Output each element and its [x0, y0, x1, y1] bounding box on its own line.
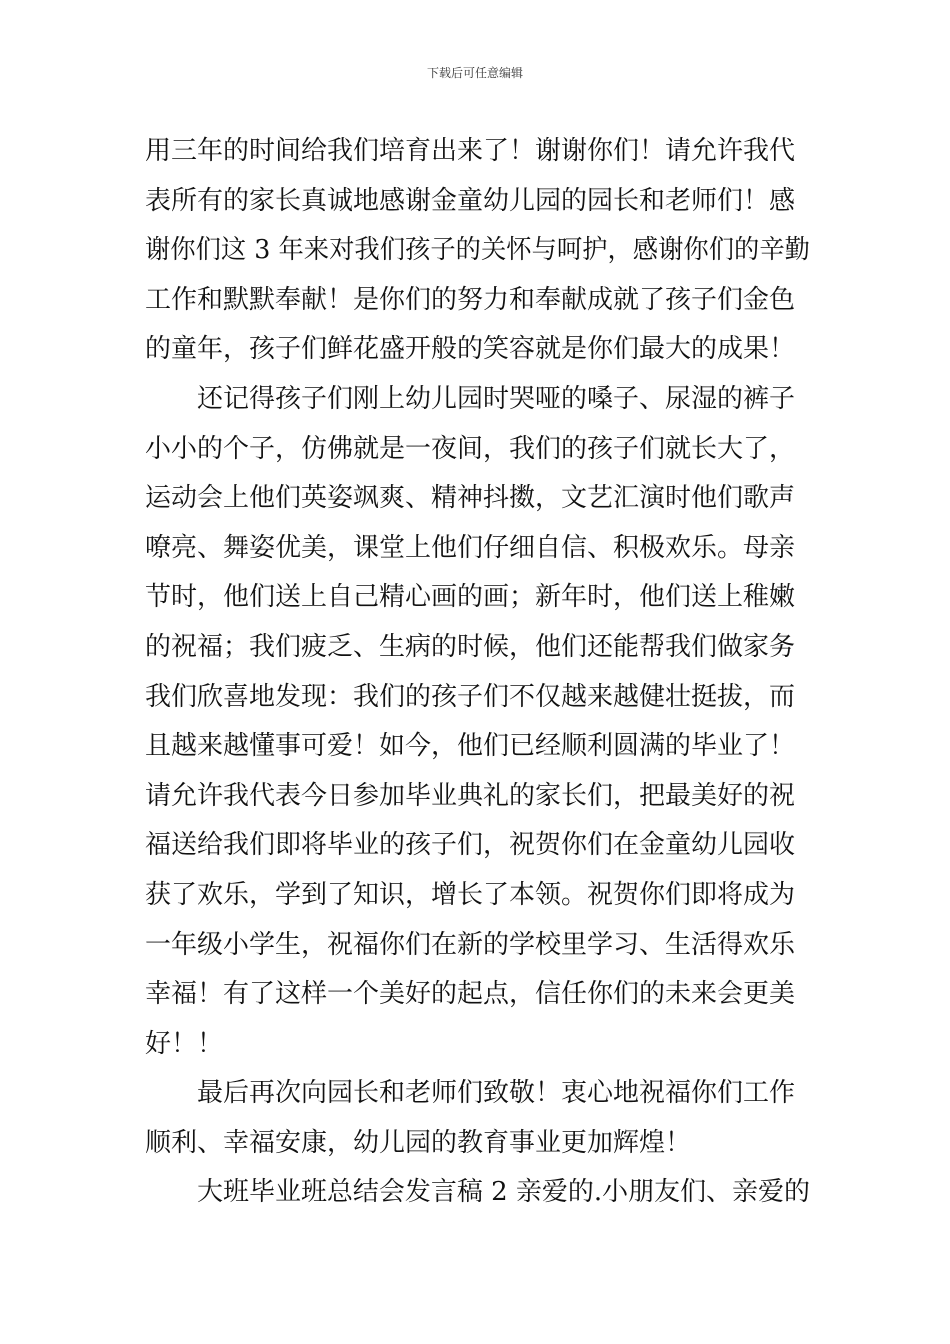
text-line: 小小的个子，仿佛就是一夜间，我们的孩子们就长大了，	[145, 433, 796, 464]
text-line: 我们欣喜地发现：我们的孩子们不仅越来越健壮挺拔，而	[145, 681, 796, 712]
text-line: 还记得孩子们刚上幼儿园时哭哑的嗓子、尿湿的裤子	[197, 383, 796, 414]
text-line: 的童年，孩子们鲜花盛开般的笑容就是你们最大的成果！	[145, 334, 796, 365]
document-body	[145, 127, 810, 1218]
text-line: 最后再次向园长和老师们致敬！衷心地祝福你们工作	[197, 1078, 796, 1109]
text-line: 表所有的家长真诚地感谢金童幼儿园的园长和老师们！感	[145, 185, 796, 216]
text-line: 工作和默默奉献！是你们的努力和奉献成就了孩子们金色	[145, 284, 796, 315]
text-line: 的祝福；我们疲乏、生病的时候，他们还能帮我们做家务	[145, 631, 796, 662]
page-header: 下载后可任意编辑	[426, 66, 523, 80]
text-line: 大班毕业班总结会发言稿 2 亲爱的.小朋友们、亲爱的	[197, 1177, 810, 1208]
text-line: 顺利、幸福安康，幼儿园的教育事业更加辉煌！	[145, 1127, 692, 1158]
text-line: 幸福！有了这样一个美好的起点，信任你们的未来会更美	[145, 979, 796, 1010]
text-line: 福送给我们即将毕业的孩子们，祝贺你们在金童幼儿园收	[145, 830, 796, 861]
text-line: 谢你们这 3 年来对我们孩子的关怀与呵护，感谢你们的辛勤	[145, 235, 810, 266]
text-line: 节时，他们送上自己精心画的画；新年时，他们送上稚嫩	[145, 582, 796, 613]
text-line: 运动会上他们英姿飒爽、精神抖擞，文艺汇演时他们歌声	[145, 483, 796, 514]
text-line: 嘹亮、舞姿优美，课堂上他们仔细自信、积极欢乐。母亲	[145, 532, 796, 563]
text-line: 请允许我代表今日参加毕业典礼的家长们，把最美好的祝	[145, 780, 796, 811]
text-line: 一年级小学生，祝福你们在新的学校里学习、生活得欢乐	[145, 929, 796, 960]
text-line: 好！！	[145, 1028, 224, 1059]
text-line: 获了欢乐，学到了知识，增长了本领。祝贺你们即将成为	[145, 879, 796, 910]
text-line: 用三年的时间给我们培育出来了！谢谢你们！请允许我代	[145, 136, 796, 166]
text-line: 且越来越懂事可爱！如今，他们已经顺利圆满的毕业了！	[145, 731, 796, 762]
